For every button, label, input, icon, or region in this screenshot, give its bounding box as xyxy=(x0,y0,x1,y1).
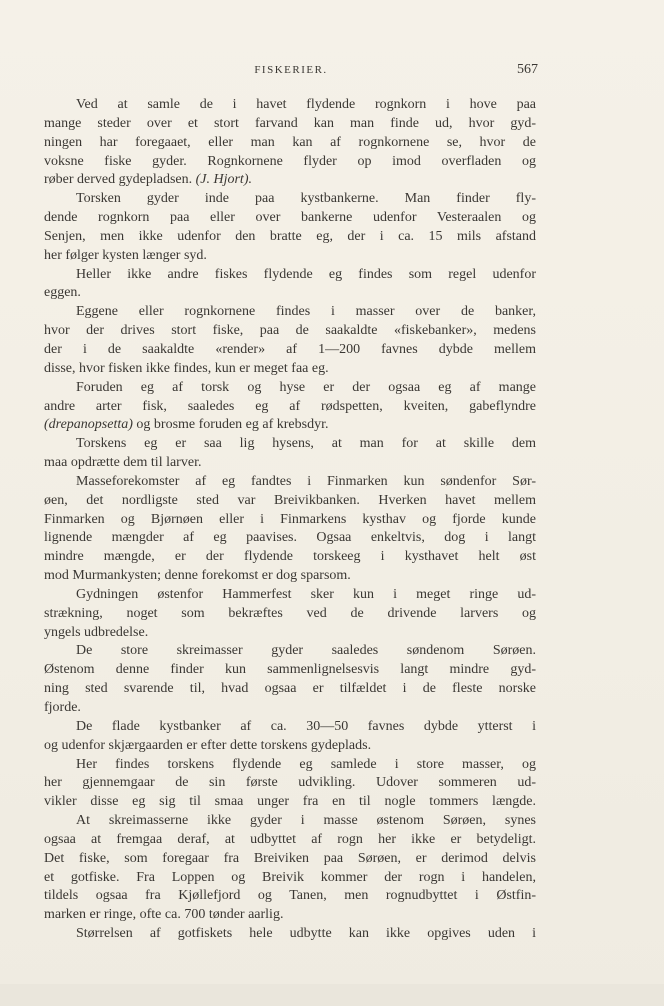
text-line: tildels ogsaa fra Kjøllefjord og Tanen, men rognudbyttet i Østfin- xyxy=(44,888,536,904)
text-line: yngels udbredelse. xyxy=(44,624,149,640)
text-line: Torsken gyder inde paa kystbankerne. Man finder fly- xyxy=(76,191,536,207)
text-line: her gjennemgaar de sin første udvikling. Udover sommeren ud- xyxy=(44,775,536,791)
text-line: og udenfor skjærgaarden er efter dette torskens gydeplads. xyxy=(44,737,372,753)
text-line: eggen. xyxy=(44,285,81,301)
text-line: mindre mængde, er der flydende torskeeg i kysthavet helt øst xyxy=(44,549,536,565)
text-line: At skreimasserne ikke gyder i masse østenom Sørøen, synes xyxy=(76,813,536,829)
text-line: De flade kystbanker af ca. 30—50 favnes dybde ytterst i xyxy=(76,718,536,734)
text-line: strækning, noget som bekræftes ved de drivende larvers og xyxy=(44,605,536,621)
text-line: voksne fiske gyder. Rognkornene flyder op imod overfladen og xyxy=(44,153,536,169)
text-line: Det fiske, som foregaar fra Breiviken paa Sørøen, er derimod delvis xyxy=(44,850,536,866)
text-line: der i de saakaldte «render» af 1—200 favnes dybde mellem xyxy=(44,341,536,357)
citation: (J. Hjort). xyxy=(195,172,252,188)
text-line: andre arter fisk, saaledes eg af rødspetten, kveiten, gabeflyndre xyxy=(44,398,536,414)
text-line: ogsaa at fremgaa deraf, at udbyttet af rogn her ikke er betydeligt. xyxy=(44,831,536,847)
line-text: og brosme foruden eg af krebsdyr. xyxy=(136,417,329,433)
text-line xyxy=(44,171,536,190)
line-text: røber derved gydepladsen. xyxy=(44,172,193,188)
running-head xyxy=(44,62,538,80)
text-line: Foruden eg af torsk og hyse er der ogsaa eg af mange xyxy=(76,379,536,395)
text-line: fjorde. xyxy=(44,700,81,715)
text-line: øen, det nordligste sted var Breivikbanken. Hverken havet mellem xyxy=(44,492,536,508)
text-line: Eggene eller rognkornene findes i masser over de banker, xyxy=(76,304,536,320)
text-line xyxy=(44,416,536,435)
text-line: hvor der drives stort fiske, paa de saakaldte «fiskebanker», medens xyxy=(44,323,536,339)
text-line: mod Murmankysten; denne forekomst er dog sparsom. xyxy=(44,568,351,584)
text-line: Her findes torskens flydende eg samlede i store masser, og xyxy=(76,756,536,772)
text-line: Østenom denne finder kun sammenlignelsesvis langt mindre gyd- xyxy=(44,662,536,678)
text-line: Masseforekomster af eg fandtes i Finmarken kun søndenfor Sør- xyxy=(76,473,536,489)
text-line: ning sted svarende til, hvad ogsaa er tilfældet i de fleste norske xyxy=(44,681,536,697)
text-line: Ved at samle de i havet flydende rognkorn i hove paa xyxy=(76,97,536,112)
text-line: disse, hvor fisken ikke findes, kun er meget faa eg. xyxy=(44,360,329,376)
body-text xyxy=(44,96,536,944)
text-line: et gotfiske. Fra Loppen og Breivik kommer der rogn i handelen, xyxy=(44,869,536,885)
text-line: lignende mængder af eg paavises. Ogsaa enkeltvis, dog i langt xyxy=(44,530,536,546)
page-number: 567 xyxy=(517,62,538,77)
text-line: De store skreimasser gyder saaledes søndenom Sørøen. xyxy=(76,643,536,659)
page-bottom-edge xyxy=(0,984,664,1006)
text-line: Torskens eg er saa lig hysens, at man for at skille dem xyxy=(76,436,536,452)
text-line: marken er ringe, ofte ca. 700 tønder aarlig. xyxy=(44,907,284,923)
text-line: ningen har foregaaet, eller man kan af rognkornene se, hvor de xyxy=(44,134,536,150)
text-line: Gydningen østenfor Hammerfest sker kun i meget ringe ud- xyxy=(76,586,536,602)
text-line: Senjen, men ikke udenfor den bratte eg, der i ca. 15 mils afstand xyxy=(44,228,536,244)
text-line: mange steder over et stort farvand kan man finde ud, hvor gyd- xyxy=(44,115,536,131)
text-line: dende rognkorn paa eller over bankerne udenfor Vesteraalen og xyxy=(44,210,536,226)
text-line: Størrelsen af gotfiskets hele udbytte kan ikke opgives uden i xyxy=(76,926,536,942)
latin-name: (drepanopsetta) xyxy=(44,417,133,433)
text-line: her følger kysten længer syd. xyxy=(44,247,207,263)
text-line: Finmarken og Bjørnøen eller i Finmarkens kysthav og fjorde kunde xyxy=(44,511,536,527)
text-line: Heller ikke andre fiskes flydende eg findes som regel udenfor xyxy=(76,266,536,282)
text-line: vikler disse eg sig til smaa unger fra en til nogle tommers længde. xyxy=(44,794,536,810)
running-title: FISKERIER. xyxy=(254,64,328,76)
text-line: maa opdrætte dem til larver. xyxy=(44,455,202,471)
